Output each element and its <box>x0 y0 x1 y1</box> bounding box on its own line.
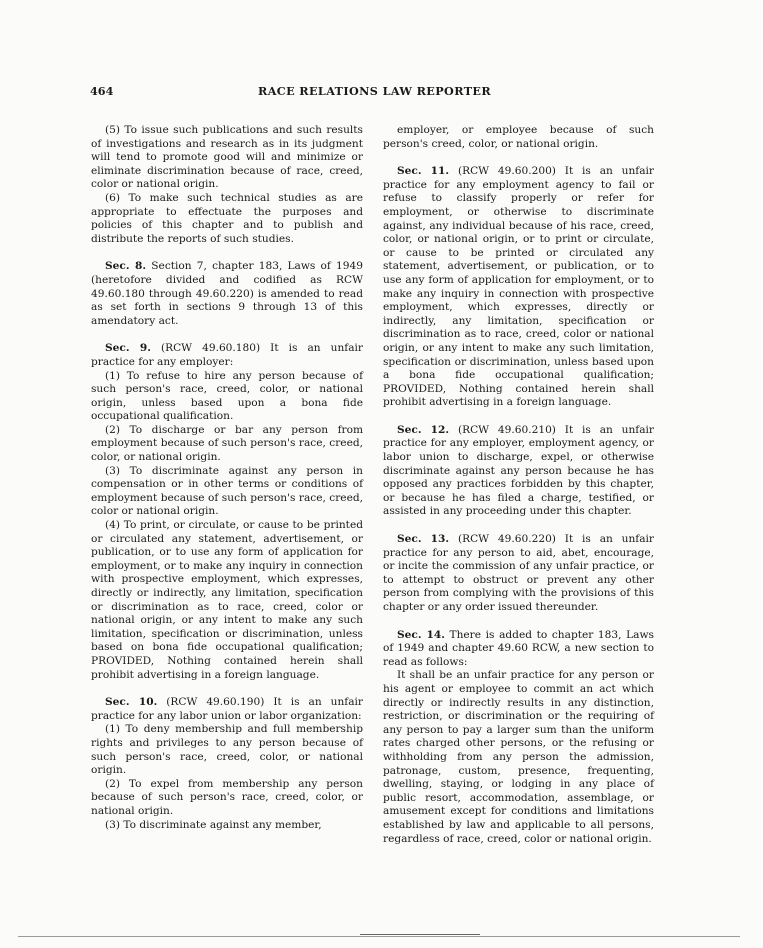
paragraph-text: (3) To discriminate against any member, <box>105 818 322 831</box>
section-paragraph <box>383 533 654 615</box>
paragraph <box>91 519 363 682</box>
section-paragraph <box>91 696 363 723</box>
paragraph-text: It shall be an unfair practice for any person or his agent or employee to commit an act which directly or indirectly results in any distinction, restriction, or discrimination or the requiring of any person to pay a larger sum than the uniform rates charged other persons, or the refusing or withholding from any person the admission, patronage, custom, presence, frequenting, dwelling, staying, or lodging in any place of public resort, accommodation, assemblage, or amusement except for conditions and limitations established by law and applicable to all persons, regardless of race, creed, color or national origin. <box>383 669 654 845</box>
section-label: Sec. 10. <box>105 696 158 709</box>
paragraph-text: (RCW 49.60.210) It is an unfair practice for any employer, employment agency, or labor union to discharge, expel, or otherwise discriminate against any person because he has opposed any practices forbidden by this chapter, or because he has filed a charge, testified, or assisted in any proceeding under this chapter. <box>383 423 654 518</box>
right-column <box>383 124 654 846</box>
section-paragraph <box>91 342 363 369</box>
section-paragraph <box>383 629 654 670</box>
page-number: 464 <box>90 84 114 98</box>
paragraph-text: (1) To refuse to hire any person because of such person's race, creed, color, or national origin, unless based upon a bona fide occupational qualification. <box>91 369 363 423</box>
paragraph-text: (RCW 49.60.190) It is an unfair practice for any labor union or labor organization: <box>91 696 363 722</box>
paragraph <box>91 124 363 192</box>
paragraph <box>383 669 654 846</box>
paragraph-text: employer, or employee because of such person's creed, color, or national origin. <box>383 124 654 150</box>
paragraph <box>383 124 654 151</box>
paragraph-text: (4) To print, or circulate, or cause to be printed or circulated any statement, advertisement, or publication, or to use any form of application for employment, or to make any inquiry in connection with prospective employment, which expresses, directly or indirectly, any limitation, specification or discrimination as to race, creed, color or national origin, or any intent to make any such limitation, specification or discrimination, unless based on bona fide occupational qualification; PROVIDED, Nothing contained herein shall prohibit advertising in a foreign language. <box>91 519 363 681</box>
bottom-rule <box>18 936 740 937</box>
section-paragraph <box>383 424 654 519</box>
section-label: Sec. 14. <box>397 628 445 641</box>
paragraph <box>91 370 363 424</box>
paragraph-text: (2) To discharge or bar any person from employment because of such person's race, creed, color, or national origin. <box>91 423 363 464</box>
paragraph-text: (5) To issue such publications and such results of investigations and research as in its judgment will tend to promote good will and minimize or eliminate discrimination because of race, creed, color or national origin. <box>91 124 363 191</box>
running-title: RACE RELATIONS LAW REPORTER <box>258 84 492 98</box>
left-column <box>91 124 363 832</box>
paragraph <box>91 424 363 465</box>
section-paragraph <box>91 260 363 328</box>
paragraph-text: (RCW 49.60.200) It is an unfair practice for any employment agency to fail or refuse to classify properly or refer for employment, or otherwise to discriminate against, any individual because of his race, creed, color, or national origin, or to print or circulate, or cause to be printed or circulated any statement, advertisement, or publication, or to use any form of application for employment, or to make any inquiry in connection with prospective employment, which expresses, directly or indirectly, any limitation, specification or discrimination as to race, creed, color or national origin, or any intent to make any such limitation, specification or discrimination, unless based upon a bona fide occupational qualification; PROVIDED, Nothing contained herein shall prohibit advertising in a foreign language. <box>383 165 654 409</box>
section-label: Sec. 12. <box>397 423 450 436</box>
section-label: Sec. 13. <box>397 533 450 546</box>
paragraph <box>91 819 363 833</box>
paragraph-text: (6) To make such technical studies as are appropriate to effectuate the purposes and policies of this chapter and to publish and distribute the reports of such studies. <box>91 191 363 245</box>
paragraph-text: (1) To deny membership and full membership rights and privileges to any person because of such person's race, creed, color, or national origin. <box>91 723 363 777</box>
paragraph-text: (RCW 49.60.180) It is an unfair practice for any employer: <box>91 342 363 368</box>
paragraph-text: (3) To discriminate against any person in compensation or in other terms or conditions of employment because of such person's race, creed, color or national origin. <box>91 464 363 518</box>
paragraph-text: Section 7, chapter 183, Laws of 1949 (heretofore divided and codified as RCW 49.60.180 through 49.60.220) is amended to read as set forth in sections 9 through 13 of this amendatory act. <box>91 260 363 327</box>
section-label: Sec. 11. <box>397 165 450 178</box>
paragraph <box>91 723 363 777</box>
section-paragraph <box>383 165 654 410</box>
paragraph <box>91 192 363 246</box>
paragraph-text: (2) To expel from membership any person because of such person's race, creed, color, or national origin. <box>91 777 363 817</box>
paragraph-text: (RCW 49.60.220) It is an unfair practice for any person to aid, abet, encourage, or incite the commission of any unfair practice, or to attempt to obstruct or prevent any other person from complying with the provisions of this chapter or any order issued thereunder. <box>383 533 654 613</box>
section-label: Sec. 9. <box>105 342 151 355</box>
bottom-rule-dark <box>360 934 480 935</box>
paragraph-text: There is added to chapter 183, Laws of 1949 and chapter 49.60 RCW, a new section to read as follows: <box>383 628 654 668</box>
paragraph <box>91 778 363 819</box>
section-label: Sec. 8. <box>105 260 147 273</box>
paragraph <box>91 465 363 519</box>
